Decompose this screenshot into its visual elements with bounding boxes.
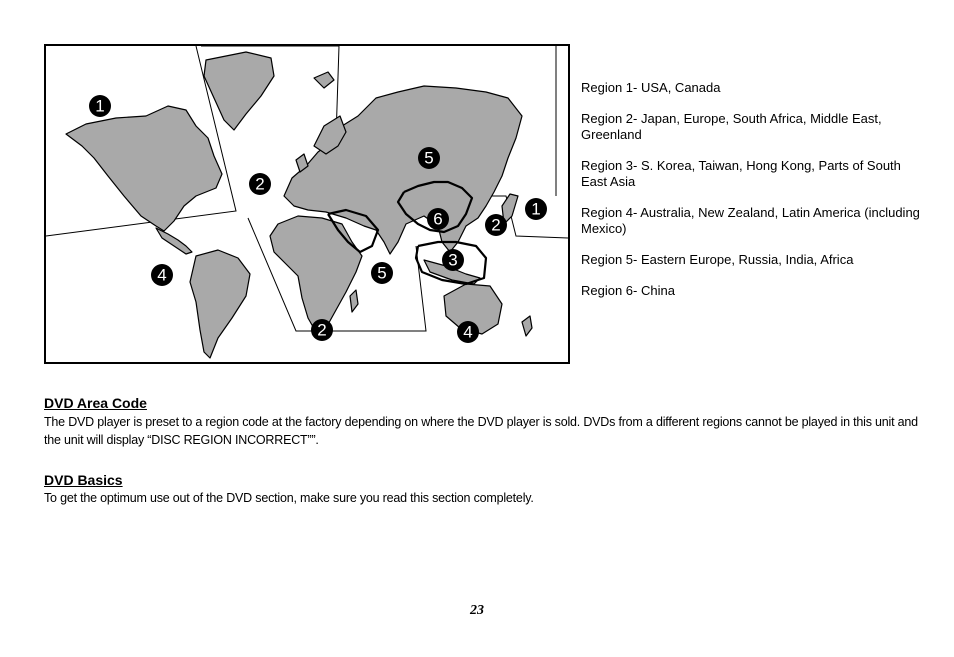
svg-text:5: 5 xyxy=(424,148,434,168)
legend-region-5: Region 5- Eastern Europe, Russia, India, Africa xyxy=(581,252,854,267)
africa-landmass xyxy=(270,216,362,332)
badge-region-4-latin-america xyxy=(151,264,173,286)
badge-region-1-pacific xyxy=(525,198,547,220)
legend-region-1: Region 1- USA, Canada xyxy=(581,80,721,95)
svg-text:3: 3 xyxy=(448,250,458,270)
badge-region-4-australia xyxy=(457,321,479,343)
svg-text:4: 4 xyxy=(157,265,167,285)
dvd-basics-body: To get the optimum use out of the DVD section, make sure you read this section completely. xyxy=(44,491,534,505)
badge-region-5-africa xyxy=(371,262,393,284)
dvd-area-code-body: The DVD player is preset to a region code at the factory depending on where the DVD player is sold. DVDs from a different regions cannot be played in this unit and the unit will display “DISC REGION INCORRECT””. xyxy=(44,415,918,447)
svg-text:2: 2 xyxy=(317,320,327,340)
badge-region-2-south-africa xyxy=(311,319,333,341)
svg-text:4: 4 xyxy=(463,322,473,342)
svg-text:1: 1 xyxy=(95,96,105,116)
central-america-landmass xyxy=(156,228,192,254)
world-map-drawing xyxy=(46,46,568,362)
svg-text:6: 6 xyxy=(433,209,443,229)
badge-region-1-americas xyxy=(89,95,111,117)
north-america-landmass xyxy=(66,106,222,231)
legend-region-2: Region 2- Japan, Europe, South Africa, Middle East, Greenland xyxy=(581,111,882,142)
legend-region-3: Region 3- S. Korea, Taiwan, Hong Kong, Parts of South East Asia xyxy=(581,158,901,189)
legend-region-4: Region 4- Australia, New Zealand, Latin America (including Mexico) xyxy=(581,205,920,236)
greenland-landmass xyxy=(204,52,274,130)
dvd-basics-heading: DVD Basics xyxy=(44,472,123,488)
new-zealand-landmass xyxy=(522,316,532,336)
page-number: 23 xyxy=(470,603,484,618)
dvd-area-code-heading: DVD Area Code xyxy=(44,395,147,411)
badge-region-6-china xyxy=(427,208,449,230)
badge-region-3-southeast-asia xyxy=(442,249,464,271)
world-region-map xyxy=(44,44,570,364)
svg-text:2: 2 xyxy=(255,174,265,194)
svg-text:1: 1 xyxy=(531,199,541,219)
svg-text:5: 5 xyxy=(377,263,387,283)
south-america-landmass xyxy=(190,250,250,358)
badge-region-2-greenland xyxy=(249,173,271,195)
legend-region-6: Region 6- China xyxy=(581,283,675,298)
iceland-landmass xyxy=(314,72,334,88)
badge-region-2-japan xyxy=(485,214,507,236)
badge-region-5-russia xyxy=(418,147,440,169)
region-legend xyxy=(581,80,921,314)
svg-text:2: 2 xyxy=(491,215,501,235)
madagascar-landmass xyxy=(350,290,358,312)
